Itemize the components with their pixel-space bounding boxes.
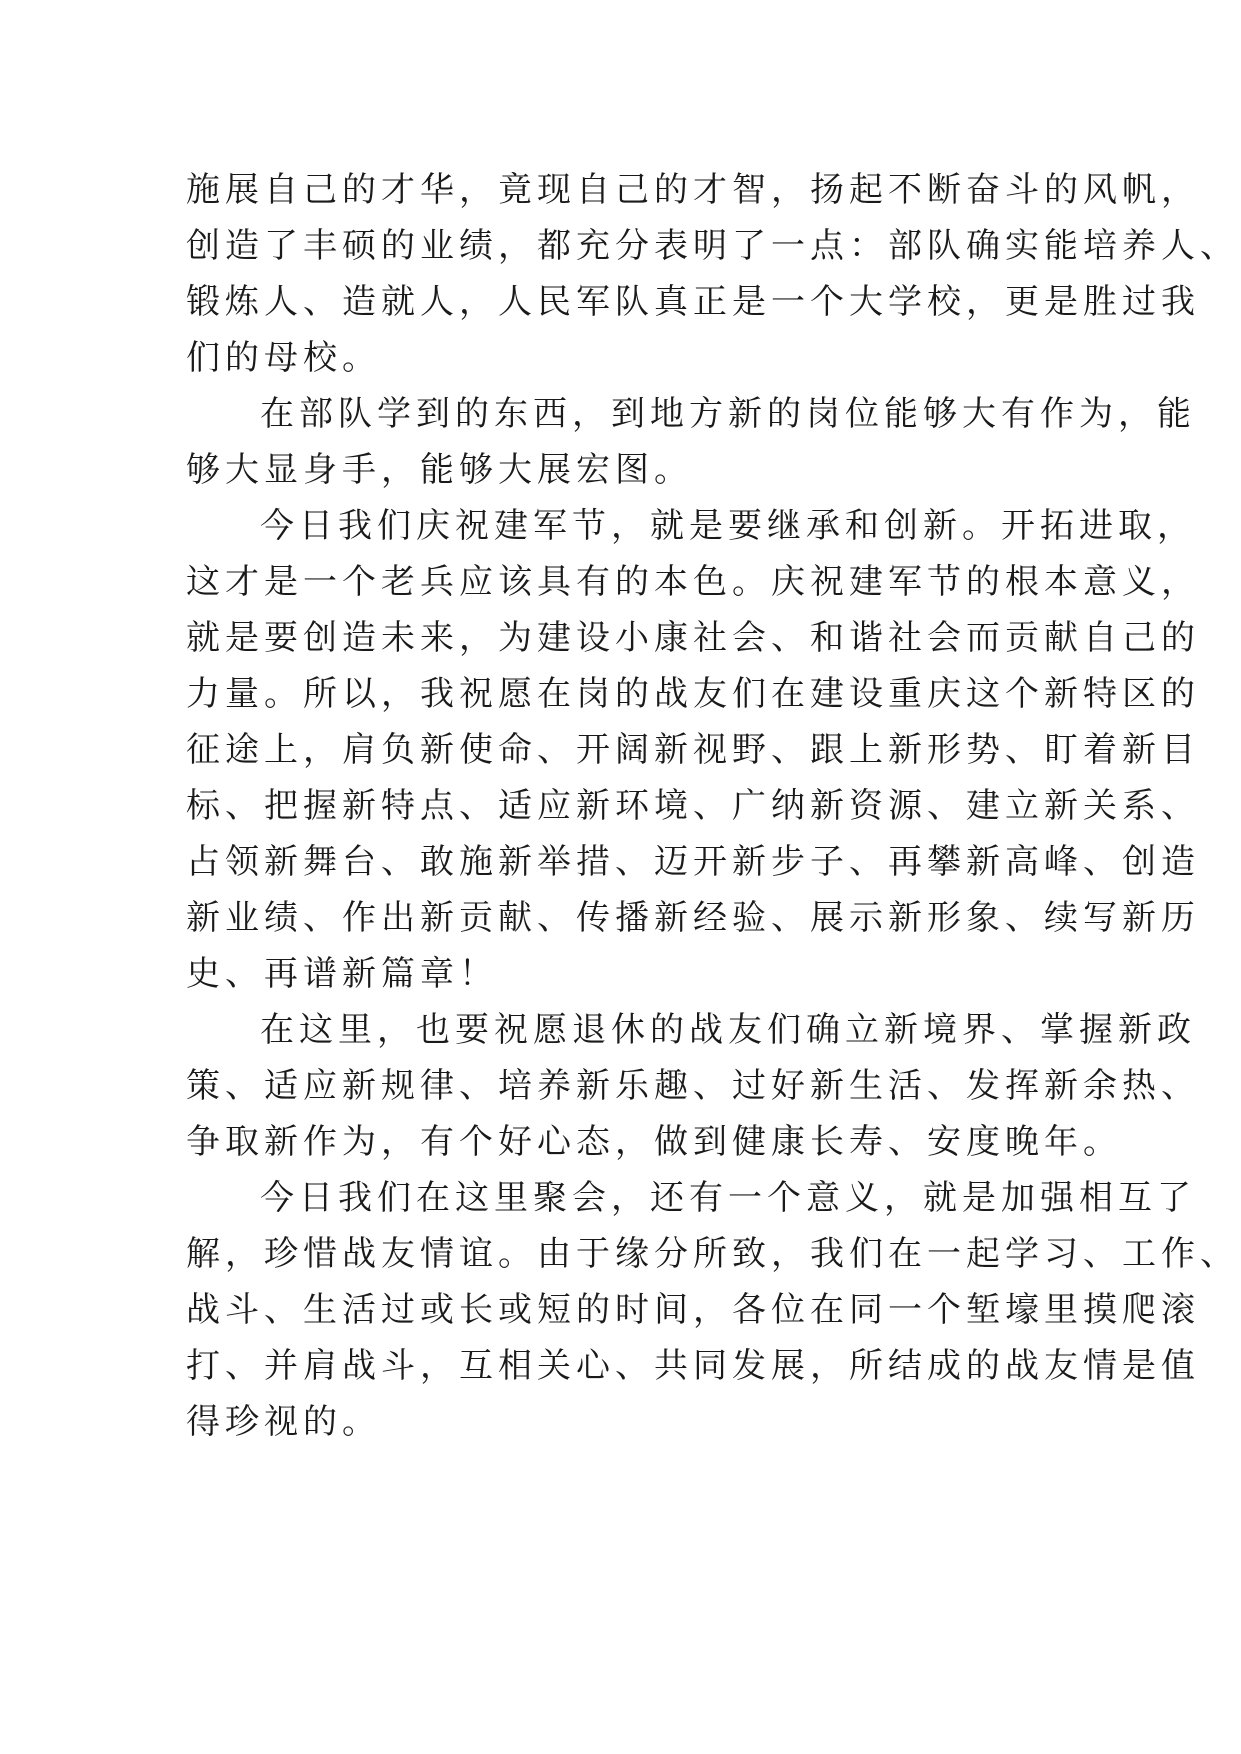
text-line: 策、适应新规律、培养新乐趣、过好新生活、发挥新余热、 — [186, 1066, 1200, 1106]
paragraph-first-line: 今日我们在这里聚会，还有一个意义，就是加强相互了 — [260, 1178, 1196, 1218]
document-body — [186, 162, 1239, 1450]
text-line: 就是要创造未来，为建设小康社会、和谐社会而贡献自己的 — [186, 618, 1200, 658]
text-line: 占领新舞台、敢施新举措、迈开新步子、再攀新高峰、创造 — [186, 842, 1200, 882]
paragraph-first-line: 在部队学到的东西，到地方新的岗位能够大有作为，能 — [260, 394, 1196, 434]
text-line: 解，珍惜战友情谊。由于缘分所致，我们在一起学习、工作、 — [186, 1234, 1239, 1274]
text-line: 够大显身手，能够大展宏图。 — [186, 450, 693, 490]
text-line: 标、把握新特点、适应新环境、广纳新资源、建立新关系、 — [186, 786, 1200, 826]
text-line: 这才是一个老兵应该具有的本色。庆祝建军节的根本意义， — [186, 562, 1200, 602]
text-line: 战斗、生活过或长或短的时间，各位在同一个堑壕里摸爬滚 — [186, 1290, 1200, 1330]
paragraph-first-line: 在这里，也要祝愿退休的战友们确立新境界、掌握新政 — [260, 1010, 1196, 1050]
text-line: 征途上，肩负新使命、开阔新视野、跟上新形势、盯着新目 — [186, 730, 1200, 770]
text-line: 新业绩、作出新贡献、传播新经验、展示新形象、续写新历 — [186, 898, 1200, 938]
text-line: 锻炼人、造就人，人民军队真正是一个大学校，更是胜过我 — [186, 282, 1200, 322]
text-line: 史、再谱新篇章！ — [186, 954, 498, 994]
text-line: 们的母校。 — [186, 338, 381, 378]
text-line: 创造了丰硕的业绩，都充分表明了一点：部队确实能培养人、 — [186, 226, 1239, 266]
text-line: 争取新作为，有个好心态，做到健康长寿、安度晚年。 — [186, 1122, 1122, 1162]
text-line: 施展自己的才华，竟现自己的才智，扬起不断奋斗的风帆， — [186, 170, 1200, 210]
paragraph-first-line: 今日我们庆祝建军节，就是要继承和创新。开拓进取， — [260, 506, 1196, 546]
text-line: 打、并肩战斗，互相关心、共同发展，所结成的战友情是值 — [186, 1346, 1200, 1386]
text-line: 力量。所以，我祝愿在岗的战友们在建设重庆这个新特区的 — [186, 674, 1200, 714]
text-line: 得珍视的。 — [186, 1402, 381, 1442]
